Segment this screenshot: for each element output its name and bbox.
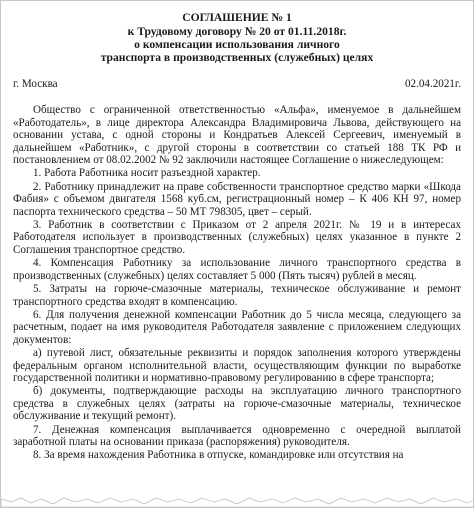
date-label: 02.04.2021г. bbox=[405, 78, 461, 90]
torn-edge bbox=[1, 493, 474, 507]
clause-6b: б) документы, подтверждающие расходы на эксплуатацию личного транспортного средства в служебных целях (затраты на горюче-смазочные материалы, техническое обслуживание и текущий ремонт). bbox=[13, 385, 461, 423]
clause-7: 7. Денежная компенсация выплачивается одновременно с очередной выплатой заработной платы на основании приказа (распоряжения) руководителя. bbox=[13, 423, 461, 448]
preamble-paragraph: Общество с ограниченной ответственностью «Альфа», именуемое в дальнейшем «Работодатель», в лице директора Александра Владимировича Львова, действующего на основании устава, с одной стороны и Кондратьев Алексей Сергеевич, именуемый в дальнейшем «Работник», с другой стороны в соответствии со статьей 188 ТК РФ и постановлением от 08.02.2002 № 92 заключили настоящее Соглашение о нижеследующем: bbox=[13, 104, 461, 167]
title-line-4: транспорта в производственных (служебных) целях bbox=[100, 51, 374, 64]
place-date-row bbox=[13, 78, 461, 90]
clause-2: 2. Работнику принадлежит на праве собственности транспортное средство марки «Шкода Фабия» с объемом двигателя 1568 куб.см, регистрационный номер – К 406 КН 97, номер паспорта технического средства – 50 МТ 798305, цвет – серый. bbox=[13, 180, 461, 218]
clause-6: 6. Для получения денежной компенсации Работник до 5 числа месяца, следующего за расчетным, подает на имя руководителя Работодателя заявление с приложением следующих документов: bbox=[13, 308, 461, 346]
clause-6a: а) путевой лист, обязательные реквизиты и порядок заполнения которого утверждены федеральным органом исполнительной власти, осуществляющим функции по выработке государственной политики и нормативно-правовому регулированию в сфере транспорта; bbox=[13, 347, 461, 384]
clause-5: 5. Затраты на горюче-смазочные материалы, техническое обслуживание и ремонт транспортного средства входят в компенсацию. bbox=[13, 283, 461, 308]
city-label: г. Москва bbox=[13, 78, 58, 90]
agreement-document bbox=[13, 11, 461, 463]
title-line-3: о компенсации использования личного bbox=[134, 38, 340, 51]
title-line-2: к Трудовому договору № 20 от 01.11.2018г. bbox=[127, 25, 347, 38]
document-title bbox=[13, 11, 461, 64]
title-line-1: СОГЛАШЕНИЕ № 1 bbox=[182, 11, 292, 24]
clause-4: 4. Компенсация Работнику за использование личного транспортного средства в производственных (служебных) целях составляет 5 000 (Пять тысяч) рублей в месяц. bbox=[13, 257, 461, 282]
clause-1: 1. Работа Работника носит разъездной характер. bbox=[33, 167, 261, 180]
clause-8: 8. За время нахождения Работника в отпуске, командировке или отсутствия на bbox=[33, 449, 404, 462]
clause-3: 3. Работник в соответствии с Приказом от 2 апреля 2021г. № 19 и в интересах Работодателя использует в производственных (служебных) целях указанное в пункте 2 Соглашения транспортное средство. bbox=[13, 219, 461, 256]
